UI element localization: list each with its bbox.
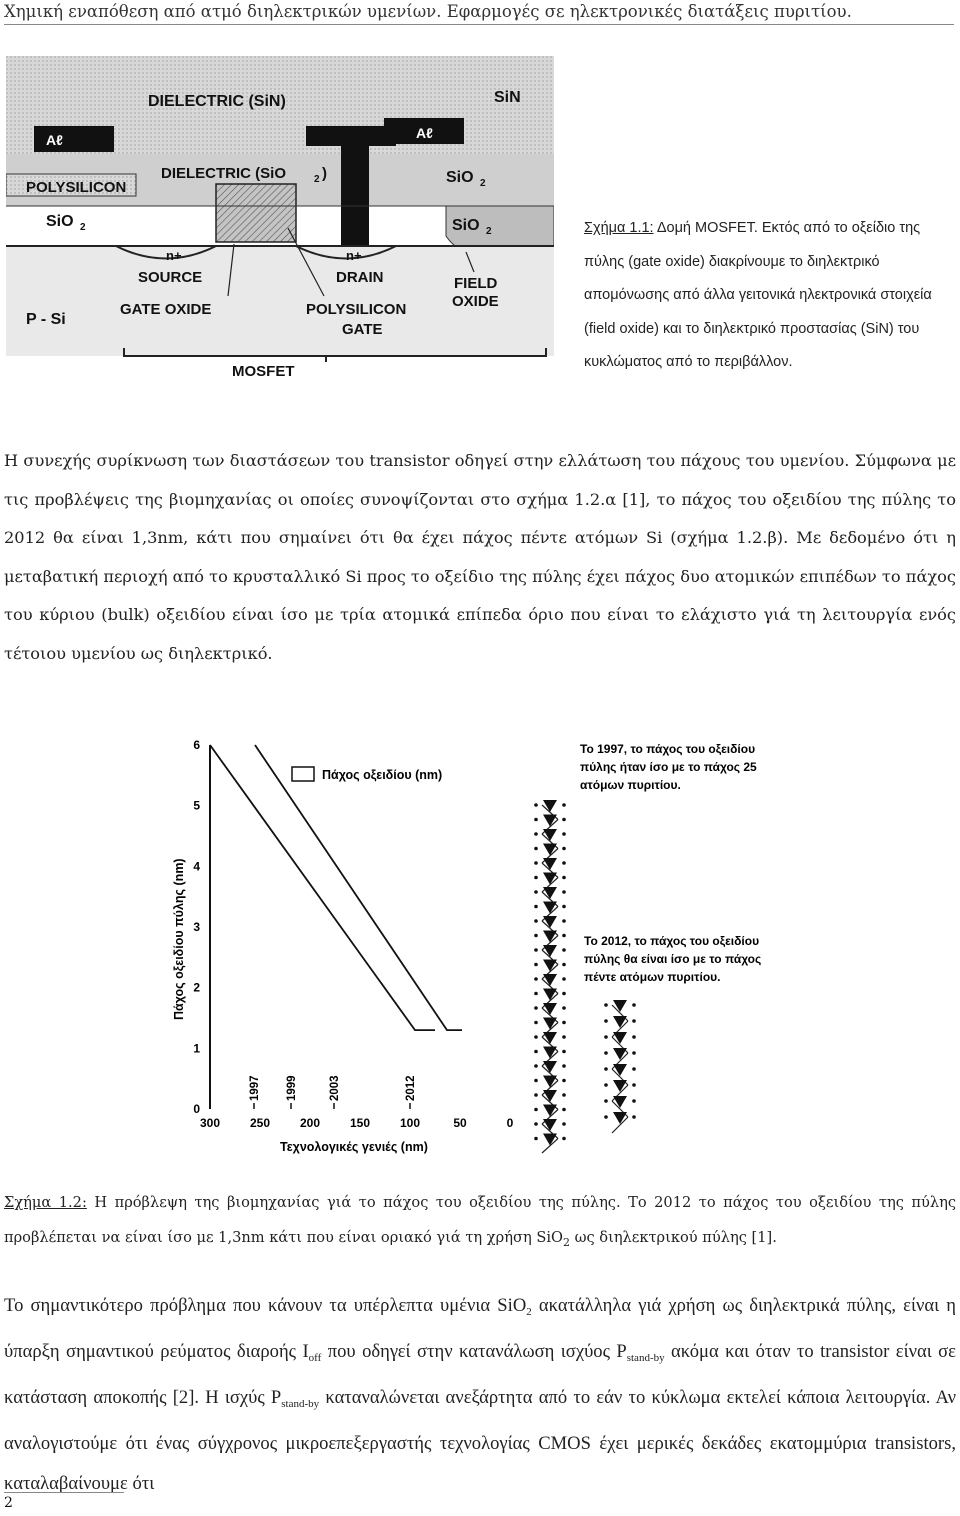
y-tick-label: 3: [193, 920, 200, 934]
si-atom: [613, 1064, 627, 1076]
si-atom: [543, 815, 557, 827]
si-atom: [543, 931, 557, 943]
running-header: [4, 0, 954, 25]
y-tick-label: 5: [193, 798, 200, 813]
label-sub-c: 2: [80, 222, 86, 233]
si-atom: [543, 1119, 557, 1131]
figure1-caption-label: Σχήμα 1.1:: [584, 220, 654, 236]
si-atom: [613, 1048, 627, 1060]
si-atom: [613, 1032, 627, 1044]
si-atom: [543, 1061, 557, 1073]
annotation-1997-line3: ατόμων πυριτίου.: [580, 778, 681, 792]
label-sio2-right-top: SiO: [446, 169, 474, 186]
year-label: 2003: [329, 1075, 341, 1101]
y-tick-label: 1: [193, 1041, 200, 1056]
label-sub-d: 2: [486, 226, 492, 237]
x-tick-label: 250: [249, 1116, 271, 1130]
y-tick-label: 2: [193, 980, 200, 995]
figure1-caption: [584, 212, 954, 380]
label-oxide: OXIDE: [452, 293, 499, 310]
year-label: 1999: [286, 1075, 298, 1101]
label-sub-a: 2: [314, 174, 320, 185]
si-atom: [543, 1134, 557, 1146]
y-axis-label: Πάχος οξειδίου πύλης (nm): [172, 858, 186, 1020]
p2-sub2: off: [308, 1352, 322, 1364]
annotation-2012-line1: Το 2012, το πάχος του οξειδίου: [584, 934, 760, 948]
year-label: 2012: [405, 1075, 417, 1101]
si-atom: [543, 829, 557, 841]
p2-sub4: stand-by: [281, 1398, 320, 1410]
label-polysilicon-gate-2: GATE: [342, 321, 383, 338]
p2-part1: Το σημαντικότερο πρόβλημα που κάνουν τα υπέρλεπτα υμένια SiO: [4, 1295, 527, 1316]
oxide-thickness-figure: [150, 735, 800, 1165]
figure1-caption-text: Δομή MOSFET. Εκτός από το οξείδιο της πύλης (gate oxide) διακρίνουμε το διηλεκτρικό απομόνωσης από άλλα γειτονικά ηλεκτρονικά στοιχεία (field oxide) και το διηλεκτρικό προστασίας (SiN) του κυκλώματος από το περιβάλλον.: [584, 220, 932, 371]
label-mosfet: MOSFET: [232, 363, 295, 380]
page-number: 2: [4, 1492, 124, 1511]
x-tick-label: 150: [349, 1116, 371, 1130]
si-atom: [543, 887, 557, 899]
figure2-caption: [4, 1186, 956, 1260]
figure2-caption-sub: 2: [562, 1235, 570, 1249]
annotation-1997-line2: πύλης ήταν ίσο με το πάχος 25: [580, 760, 757, 774]
annotation-2012-line2: πύλης θα είναι ίσο με το πάχος: [584, 952, 762, 966]
mosfet-diagram: [6, 56, 554, 386]
annotation-1997-line1: Το 1997, το πάχος του οξειδίου: [580, 742, 756, 756]
label-polysilicon: POLYSILICON: [26, 179, 127, 196]
label-polysilicon-gate-1: POLYSILICON: [306, 301, 407, 318]
si-atom: [543, 1090, 557, 1102]
paragraph-1: Η συνεχής συρίκνωση των διαστάσεων του transistor οδηγεί στην ελλάτωση του πάχους του υμενίου. Σύμφωνα με τις προβλέψεις της βιομηχανίας οι οποίες συνοψίζονται στο σχήμα 1.2.α [1], το πάχος του οξειδίου της πύλης το 2012 θα είναι 1,3nm, κάτι που σημαίνει ότι θα έχει πάχος πέντε ατόμων Si (σχήμα 1.2.β). Με δεδομένο ότι η μεταβατική περιοχή από το κρυσταλλικό Si προς το οξείδιο της πύλης έχει πάχος δυο ατομικών επιπέδων το πάχος του κύριου (bulk) οξειδίου είναι ίσο με τρία ατομικά επίπεδα όριο που είναι το ελάχιστο γιά τη λειτουργία ενός τέτοιου υμενίου ως διηλεκτρικό.: [4, 451, 956, 663]
polysilicon-gate: [216, 184, 296, 242]
p2-part2: ακατάλληλα γιά χρήση ως διηλεκτρικά πύλης, είναι η ύπαρξη σημαντικού ρεύματος διαροής I: [4, 1295, 956, 1362]
series-lower-line: [210, 745, 435, 1030]
si-atom: [543, 1032, 557, 1044]
label-sio2-right: SiO: [452, 217, 480, 234]
figure2-caption-text: Η πρόβλεψη της βιομηχανίας γιά το πάχος του οξειδίου της πύλης. Το 2012 το πάχος του οξειδίου της πύλης προβλέπεται να είναι ίσο με 1,3nm κάτι που είναι οριακό γιά τη χρήση SiO: [4, 1194, 956, 1246]
x-tick-label: 100: [399, 1116, 421, 1130]
label-paren: ): [322, 165, 327, 182]
label-nplus-left: n+: [166, 248, 182, 263]
si-atom: [543, 974, 557, 986]
si-atom: [543, 945, 557, 957]
si-atom: [613, 1000, 627, 1012]
label-nplus-right: n+: [346, 248, 362, 263]
y-tick-label: 4: [193, 859, 200, 874]
figure2-caption-label: Σχήμα 1.2:: [4, 1194, 87, 1211]
legend-label: Πάχος οξειδίου (nm): [322, 768, 443, 782]
label-dielectric-sin: DIELECTRIC (SiN): [148, 93, 286, 110]
oxide-thickness-chart: [150, 735, 800, 1165]
si-atom: [613, 1080, 627, 1092]
si-atom: [543, 989, 557, 1001]
si-atom: [543, 1003, 557, 1015]
silicon-atom-chain-25: [534, 800, 566, 1153]
annotation-2012-line3: πέντε ατόμων πυριτίου.: [584, 970, 721, 984]
p2-sub1: 2: [526, 1306, 532, 1318]
label-p-si: P - Si: [26, 311, 66, 328]
x-tick-label: 200: [299, 1116, 321, 1130]
label-sub-b: 2: [480, 178, 486, 189]
si-atom: [613, 1016, 627, 1028]
mosfet-figure: [6, 56, 554, 386]
label-sio2-left: SiO: [46, 213, 74, 230]
legend-swatch: [292, 767, 314, 781]
p2-sub3: stand-by: [626, 1352, 665, 1364]
si-atom: [543, 1105, 557, 1117]
x-axis-label: Τεχνολογικές γενιές (nm): [280, 1140, 428, 1154]
year-label: 1997: [249, 1075, 261, 1101]
si-atom: [543, 902, 557, 914]
si-atom: [613, 1112, 627, 1124]
si-atom: [543, 1018, 557, 1030]
y-tick-label: 0: [193, 1102, 200, 1116]
x-tick-label: 300: [199, 1116, 221, 1130]
y-tick-label: 6: [193, 738, 200, 752]
label-source: SOURCE: [138, 269, 203, 286]
si-atom: [543, 858, 557, 870]
label-dielectric-sio2: DIELECTRIC (SiO: [161, 165, 287, 182]
p2-part5: καταναλώνεται ανεξάρτητα από το εάν το κύκλωμα εκτελεί κάποια λειτουργία. Αν αναλογιστούμε ότι ένας σύγχρονος μικροεπεξεργαστής τεχνολογίας CMOS έχει μερικές δεκάδες εκατομμύρια transistors, καταλαβαίνουμε ότι: [4, 1387, 956, 1494]
si-atom: [543, 916, 557, 928]
label-drain: DRAIN: [336, 269, 384, 286]
x-tick-label: 0: [506, 1116, 514, 1130]
figure2-caption-end: ως διηλεκτρικού πύλης [1].: [569, 1228, 777, 1246]
series-upper-line: [255, 745, 462, 1030]
p2-part4: ακόμα και όταν το transistor είναι σε κατάσταση αποκοπής [2]. Η ισχύς P: [4, 1341, 956, 1408]
label-al-left: Aℓ: [46, 132, 63, 148]
silicon-atom-chain-5: [604, 1000, 636, 1133]
label-field: FIELD: [454, 275, 498, 292]
si-atom: [543, 1076, 557, 1088]
si-atom: [543, 873, 557, 885]
header-title: Χημική εναπόθεση από ατμό διηλεκτρικών υμενίων. Εφαρμογές σε ηλεκτρονικές διατάξεις πυριτίου.: [4, 2, 852, 21]
si-atom: [543, 800, 557, 812]
p2-part3: που οδηγεί στην κατανάλωση ισχύος P: [321, 1341, 627, 1362]
si-atom: [543, 960, 557, 972]
label-gate-oxide: GATE OXIDE: [120, 301, 212, 318]
label-sin: SiN: [494, 89, 521, 106]
si-atom: [613, 1096, 627, 1108]
si-atom: [543, 1047, 557, 1059]
paragraph-2: [4, 1286, 956, 1504]
label-al-right: Aℓ: [416, 125, 433, 141]
si-atom: [543, 844, 557, 856]
x-tick-label: 50: [453, 1116, 467, 1130]
